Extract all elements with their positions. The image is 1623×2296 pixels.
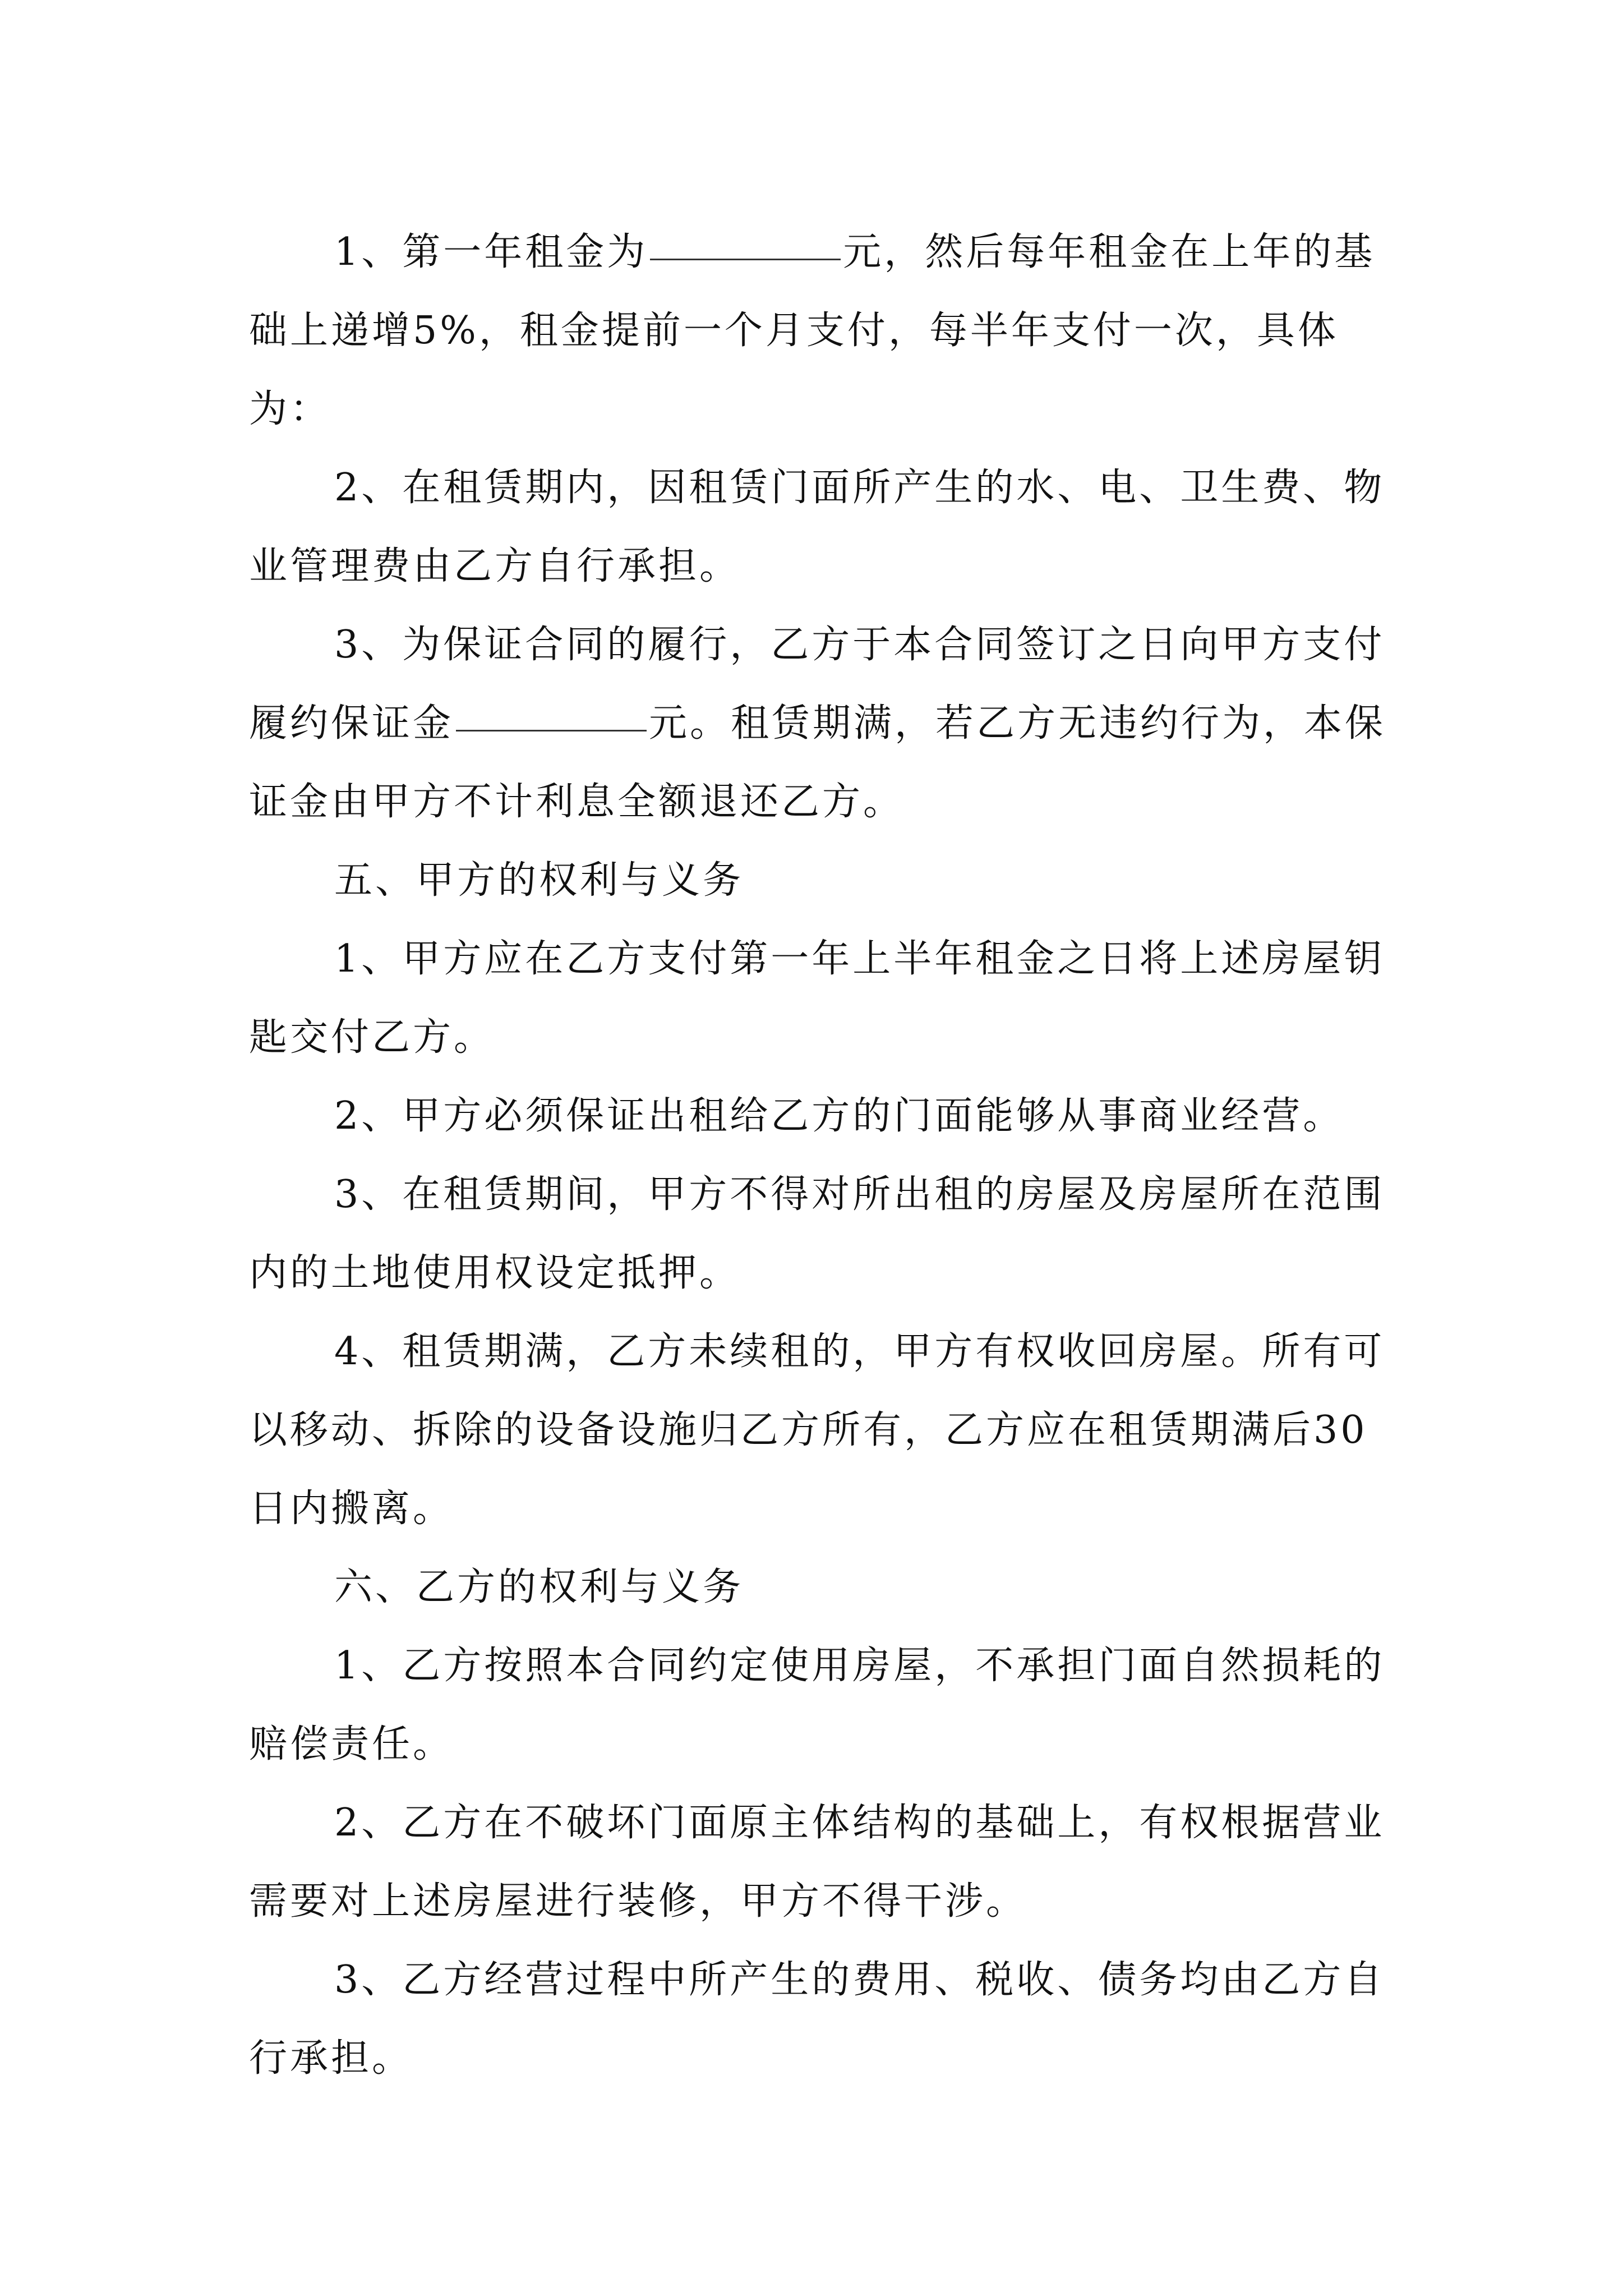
paragraph-text: 1、第一年租金为	[334, 230, 648, 274]
fill-in-blank-line	[650, 258, 841, 260]
fill-in-blank-line	[456, 729, 647, 731]
paragraph-text: 1、甲方应在乙方支付第一年上半年租金之日将上述房屋钥匙交付乙方。	[249, 937, 1385, 1060]
rent-payment-paragraph	[249, 213, 1393, 449]
section-heading-party-a	[249, 841, 1393, 920]
section-heading-text: 六、乙方的权利与义务	[334, 1565, 744, 1609]
lease-end-paragraph	[249, 1313, 1393, 1548]
costs-and-taxes-paragraph	[249, 1941, 1393, 2098]
paragraph-text: 元，然后每年租金在上年的基础上递增5%，租金提前一个月支付，每半年支付一次，具体为：	[249, 230, 1376, 431]
paragraph-text: 2、乙方在不破坏门面原主体结构的基础上，有权根据营业需要对上述房屋进行装修，甲方不得干涉。	[249, 1801, 1385, 1924]
paragraph-text: 2、甲方必须保证出租给乙方的门面能够从事商业经营。	[334, 1094, 1344, 1138]
paragraph-text: 2、在租赁期内，因租赁门面所产生的水、电、卫生费、物业管理费由乙方自行承担。	[249, 466, 1385, 588]
paragraph-text: 3、在租赁期间，甲方不得对所出租的房屋及房屋所在范围内的土地使用权设定抵押。	[249, 1172, 1385, 1295]
paragraph-text: 元。租赁期满，若乙方无违约行为，本保证金由甲方不计利息全额退还乙方。	[249, 701, 1386, 824]
paragraph-text: 3、乙方经营过程中所产生的费用、税收、债务均由乙方自行承担。	[249, 1958, 1385, 2081]
business-use-paragraph	[249, 1077, 1393, 1156]
paragraph-text: 3、为保证合同的履行，乙方于本合同签订之日向甲方支付履约保证金	[249, 623, 1385, 746]
key-handover-paragraph	[249, 920, 1393, 1077]
utilities-paragraph	[249, 449, 1393, 606]
section-heading-text: 五、甲方的权利与义务	[334, 858, 744, 903]
renovation-paragraph	[249, 1784, 1393, 1941]
no-mortgage-paragraph	[249, 1156, 1393, 1313]
paragraph-text: 4、租赁期满，乙方未续租的，甲方有权收回房屋。所有可以移动、拆除的设备设施归乙方所有，乙方应在租赁期满后30日内搬离。	[249, 1329, 1385, 1531]
wear-and-tear-paragraph	[249, 1627, 1393, 1784]
paragraph-text: 1、乙方按照本合同约定使用房屋，不承担门面自然损耗的赔偿责任。	[249, 1644, 1385, 1766]
section-heading-party-b	[249, 1548, 1393, 1627]
deposit-paragraph	[249, 606, 1393, 841]
document-body	[249, 213, 1393, 2098]
